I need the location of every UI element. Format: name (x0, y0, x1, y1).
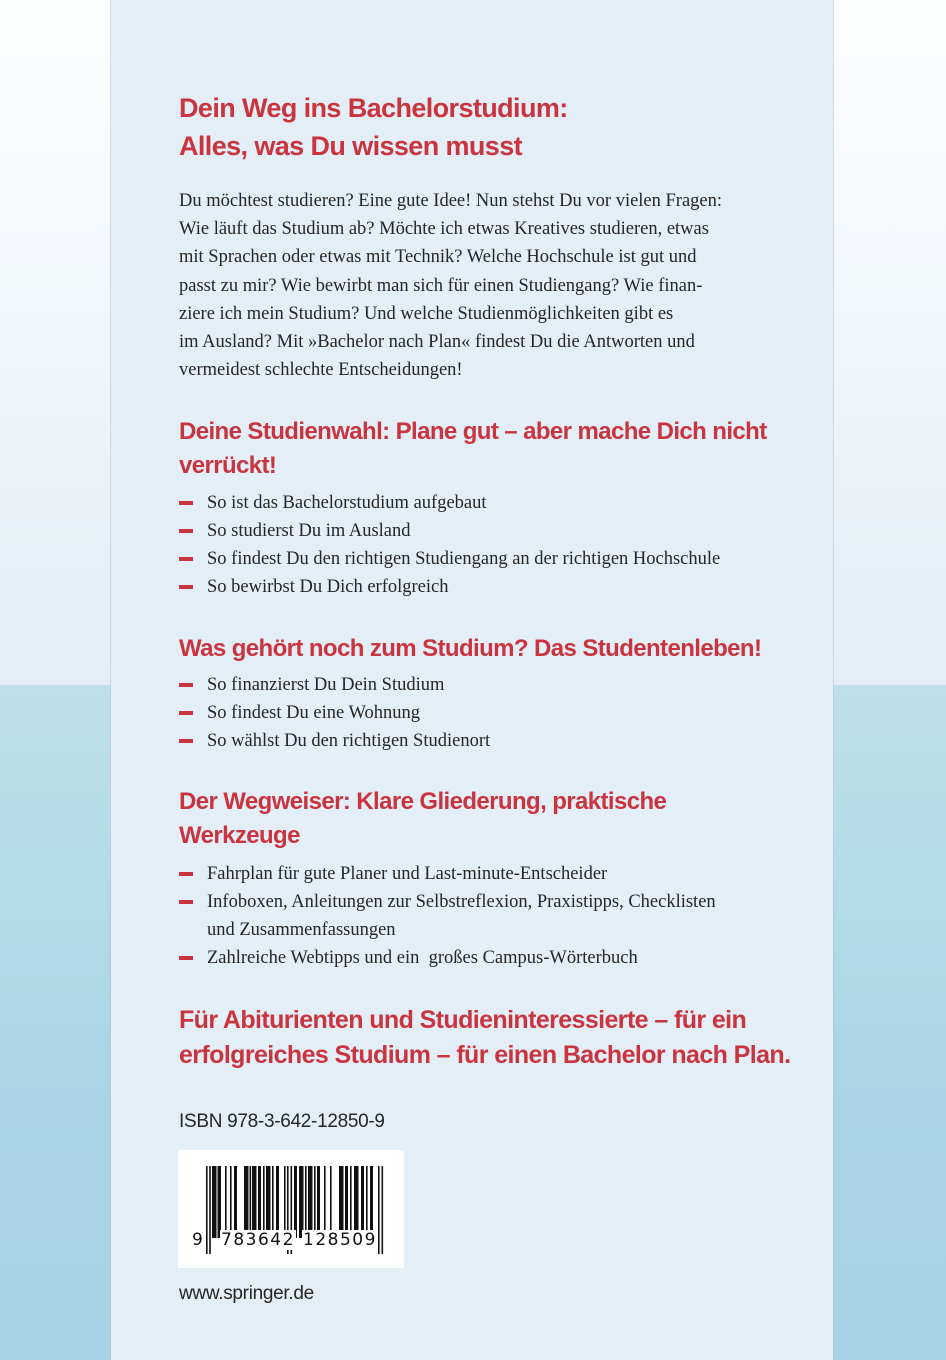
intro-line: vermeidest schlechte Entscheidungen! (179, 360, 463, 381)
list-item (179, 860, 716, 888)
list-item (179, 517, 720, 545)
main-title (179, 89, 568, 165)
barcode-digits (178, 1230, 404, 1254)
intro-line: im Ausland? Mit »Bachelor nach Plan« findest Du die Antworten und (179, 332, 695, 353)
list-item-text-continued: und Zusammenfassungen (207, 920, 396, 940)
intro-line: Wie läuft das Studium ab? Möchte ich etwas Kreatives studieren, etwas (179, 219, 709, 240)
intro-line: ziere ich mein Studium? Und welche Studienmöglichkeiten gibt es (179, 303, 674, 324)
list-item (179, 489, 720, 517)
dash-bullet-icon (179, 956, 193, 960)
dash-bullet-icon (179, 585, 193, 589)
dash-bullet-icon (179, 711, 193, 715)
dash-bullet-icon (179, 872, 193, 876)
publisher-url: www.springer.de (179, 1283, 314, 1304)
main-title-line-1: Dein Weg ins Bachelorstudium: (179, 93, 568, 123)
list-item (179, 727, 490, 755)
section-heading-studentenleben (179, 632, 761, 666)
dash-bullet-icon (179, 739, 193, 743)
section-list-studentenleben (179, 671, 490, 755)
intro-line: Du möchtest studieren? Eine gute Idee! Nun stehst Du vor vielen Fragen: (179, 191, 723, 211)
closing-line-2: erfolgreiches Studium – für einen Bachelor nach Plan. (179, 1041, 791, 1069)
list-item-text: So studierst Du im Ausland (207, 521, 411, 541)
intro-line: passt zu mir? Wie bewirbt man sich für einen Studiengang? Wie finan- (179, 275, 703, 296)
list-item-text: So ist das Bachelorstudium aufgebaut (207, 493, 487, 513)
list-item-text: Infoboxen, Anleitungen zur Selbstreflexion, Praxistipps, Checklisten (207, 892, 716, 912)
dash-bullet-icon (179, 529, 193, 533)
closing-statement (179, 1003, 790, 1073)
closing-line-1: Für Abiturienten und Studieninteressierte – für ein (179, 1006, 747, 1034)
list-item-text: Fahrplan für gute Planer und Last-minute-Entscheider (207, 864, 608, 884)
section-heading-studienwahl (179, 415, 767, 483)
list-item-text: So findest Du eine Wohnung (207, 703, 420, 723)
intro-line: mit Sprachen oder etwas mit Technik? Welche Hochschule ist gut und (179, 247, 697, 268)
intro-paragraph (179, 187, 789, 384)
list-item (179, 545, 720, 573)
barcode-left-digits: 783642 (221, 1230, 295, 1250)
section-list-wegweiser (179, 860, 716, 972)
list-item (179, 573, 720, 601)
main-title-line-2: Alles, was Du wissen musst (179, 131, 523, 161)
barcode-first-digit: 9 (192, 1230, 203, 1250)
list-item-text: So wählst Du den richtigen Studienort (207, 731, 491, 751)
list-item (179, 944, 716, 972)
list-item-text: Zahlreiche Webtipps und ein großes Campus-Wörterbuch (207, 948, 638, 968)
dash-bullet-icon (179, 501, 193, 505)
section-heading-line: Was gehört noch zum Studium? Das Studentenleben! (179, 635, 762, 662)
section-heading-line: Der Wegweiser: Klare Gliederung, praktische (179, 788, 667, 815)
list-item (179, 699, 490, 727)
barcode (178, 1150, 404, 1268)
barcode-right-digits: 128509 (303, 1230, 377, 1250)
section-list-studienwahl (179, 489, 720, 601)
list-item-text: So bewirbst Du Dich erfolgreich (207, 577, 449, 597)
dash-bullet-icon (179, 683, 193, 687)
list-item (179, 671, 490, 699)
section-heading-line: Deine Studienwahl: Plane gut – aber mache Dich nicht (179, 418, 767, 445)
section-heading-line: verrückt! (179, 452, 277, 479)
list-item-text: So finanzierst Du Dein Studium (207, 675, 445, 695)
section-heading-wegweiser (179, 785, 666, 853)
section-heading-line: Werkzeuge (179, 822, 300, 849)
dash-bullet-icon (179, 900, 193, 904)
list-item-text: So findest Du den richtigen Studiengang an der richtigen Hochschule (207, 549, 721, 569)
list-item (179, 888, 716, 944)
isbn-label: ISBN 978-3-642-12850-9 (179, 1111, 385, 1132)
dash-bullet-icon (179, 557, 193, 561)
